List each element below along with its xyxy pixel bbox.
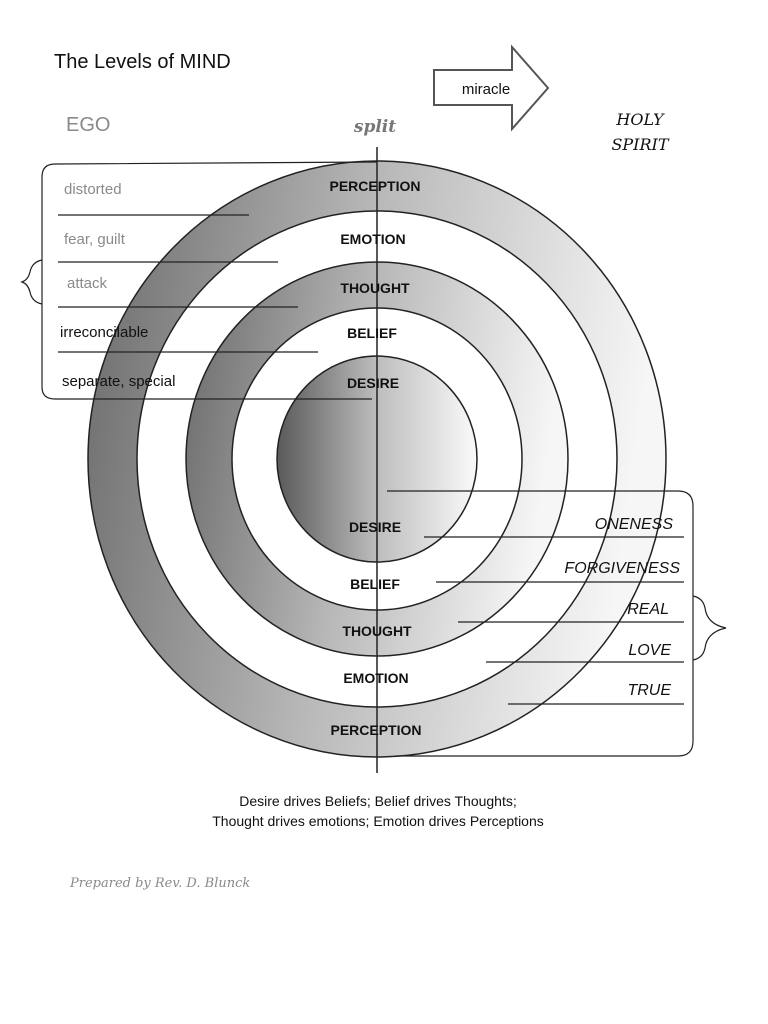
holy-spirit-line-1: HOLY [616, 110, 664, 129]
ego-attr-separate-special: separate, special [62, 373, 176, 390]
hs-attr-forgiveness: FORGIVENESS [564, 560, 680, 577]
hs-attr-love: LOVE [628, 642, 671, 659]
caption-line-1: Desire drives Beliefs; Belief drives Thoughts; [239, 793, 517, 809]
label-bottom-belief: BELIEF [350, 576, 400, 592]
caption-line-2: Thought drives emotions; Emotion drives Perceptions [212, 813, 544, 829]
label-top-perception: PERCEPTION [329, 178, 421, 194]
label-bottom-emotion: EMOTION [343, 670, 409, 686]
label-bottom-perception: PERCEPTION [330, 722, 422, 738]
label-top-belief: BELIEF [347, 325, 397, 341]
hs-attr-true: TRUE [627, 682, 671, 699]
hs-brace [693, 596, 726, 660]
ego-brace [22, 260, 42, 304]
ego-attr-fear-guilt: fear, guilt [64, 231, 125, 248]
ego-attr-attack: attack [67, 275, 108, 292]
miracle-label: miracle [461, 81, 511, 98]
split-label: split [353, 117, 397, 137]
label-bottom-desire: DESIRE [348, 519, 402, 535]
label-top-thought: THOUGHT [340, 280, 410, 296]
label-bottom-thought: THOUGHT [342, 623, 412, 639]
hs-attr-oneness: ONENESS [594, 516, 673, 533]
label-top-emotion: EMOTION [340, 231, 406, 247]
ego-attr-distorted: distorted [64, 181, 122, 198]
label-top-desire: DESIRE [346, 375, 400, 391]
ego-attr-irreconcilable: irreconcilable [60, 324, 149, 341]
holy-spirit-line-2: SPIRIT [611, 135, 669, 154]
page-title: The Levels of MIND [54, 51, 231, 73]
miracle-arrow [434, 47, 548, 129]
credit-line: Prepared by Rev. D. Blunck [70, 876, 251, 891]
ego-heading: EGO [66, 114, 111, 136]
hs-attr-real: REAL [627, 601, 669, 618]
